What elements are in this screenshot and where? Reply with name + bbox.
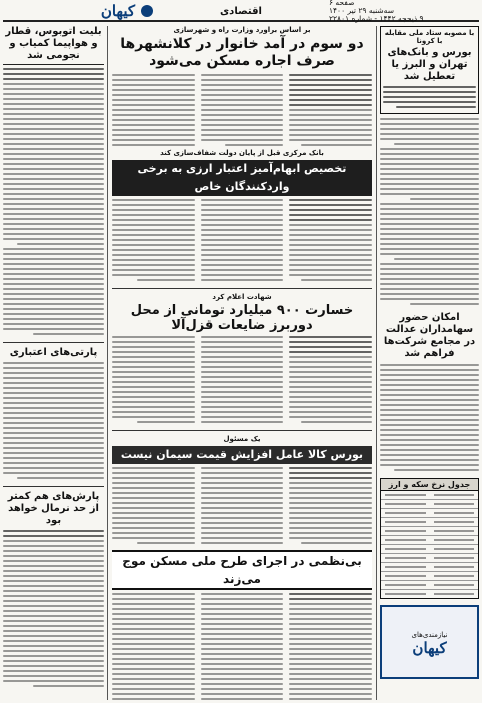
date-block: [329, 0, 479, 23]
left-column: [3, 26, 108, 700]
cement-headline: بورس کالا عامل افزایش قیمت سیمان نیست: [112, 446, 372, 464]
transport-headline: بلیت اتوبوس، قطار و هواپیما کمیاب و نجومی شد: [3, 26, 104, 65]
brand-logo: کیهان: [100, 2, 135, 20]
masthead: [3, 2, 479, 22]
right-column-body: [380, 118, 479, 308]
box-kicker: با مصوبه ستاد ملی مقابله با کرونا: [384, 29, 475, 45]
brand-block: [3, 2, 153, 20]
banner-kicker: بانک مرکزی قبل از پایان دولت شفاف‌سازی کند: [160, 149, 324, 157]
table-row: [381, 509, 478, 518]
issue-line: ۹ ذیحجه ۱۴۴۲ - شماره ۲۲۸۰۱: [329, 14, 424, 23]
box-body: [383, 86, 476, 111]
housing-story-body: [112, 593, 372, 700]
classifieds-ad-line: نیازمندی‌های: [411, 630, 448, 639]
table-row: [381, 500, 478, 509]
cement-story-body: [112, 467, 372, 547]
credit-story-headline: پارتی‌های اعتباری: [9, 347, 98, 358]
table-row: [381, 554, 478, 563]
page-grid: [3, 22, 479, 700]
justice-shares-body: [380, 364, 479, 474]
currency-story-body: [112, 199, 372, 284]
story2-kicker: شهادت اعلام کرد: [212, 293, 272, 301]
center-column: [112, 26, 372, 700]
table-row: [381, 527, 478, 536]
table-row: [381, 536, 478, 545]
table-row: [381, 518, 478, 527]
classifieds-ad-logo: کیهان: [412, 638, 447, 657]
rainfall-headline: پارش‌های هم کمتر از حد نرمال خواهد بود: [7, 491, 100, 526]
story2-body: [112, 336, 372, 426]
section-title: اقتصادی: [220, 5, 262, 17]
lead-kicker: بر اساس برآورد وزارت راه و شهرسازی: [173, 26, 311, 34]
right-column: [376, 26, 479, 700]
box-title: بورس و بانک‌های تهران و البرز یا تعطیل شد: [387, 47, 472, 82]
bourse-closure-box: [380, 26, 479, 114]
table-row: [381, 545, 478, 554]
table-row: [381, 491, 478, 500]
transport-body: [3, 68, 104, 338]
lead-body: [112, 74, 372, 149]
credit-story-body: [3, 362, 104, 482]
exchange-rate-table: [380, 478, 479, 599]
lead-headline: دو سوم در آمد خانوار در کلانشهرها صرف اجاره مسکن می‌شود: [120, 36, 364, 69]
table-row: [381, 581, 478, 590]
story2-headline: خسارت ۹۰۰ میلیارد تومانی از محل دوربرز ضایعات قزل‌آلا: [130, 303, 354, 333]
table-row: [381, 590, 478, 598]
justice-shares-title: امکان حضور سهامداران عدالت در مجامع شرکت‌ها فراهم شد: [383, 312, 476, 359]
table-row: [381, 572, 478, 581]
exchange-rate-table-title: جدول نرخ سکه و ارز: [381, 479, 478, 491]
story3-kicker: یک مسئول: [223, 435, 261, 443]
brand-emblem-icon: [141, 5, 153, 17]
classifieds-ad[interactable]: [380, 605, 479, 679]
currency-banner-headline: تخصیص ابهام‌آمیز اعتبار ارزی به برخی واردکنندگان خاص: [112, 160, 372, 196]
date-line: سه‌شنبه ۲۹ تیر ۱۴۰۰: [329, 6, 394, 15]
rainfall-body: [3, 530, 104, 690]
table-row: [381, 563, 478, 572]
housing-headline: بی‌نظمی در اجرای طرح ملی مسکن موج می‌زند: [112, 550, 372, 590]
page-number: صفحه ۶: [329, 0, 355, 7]
